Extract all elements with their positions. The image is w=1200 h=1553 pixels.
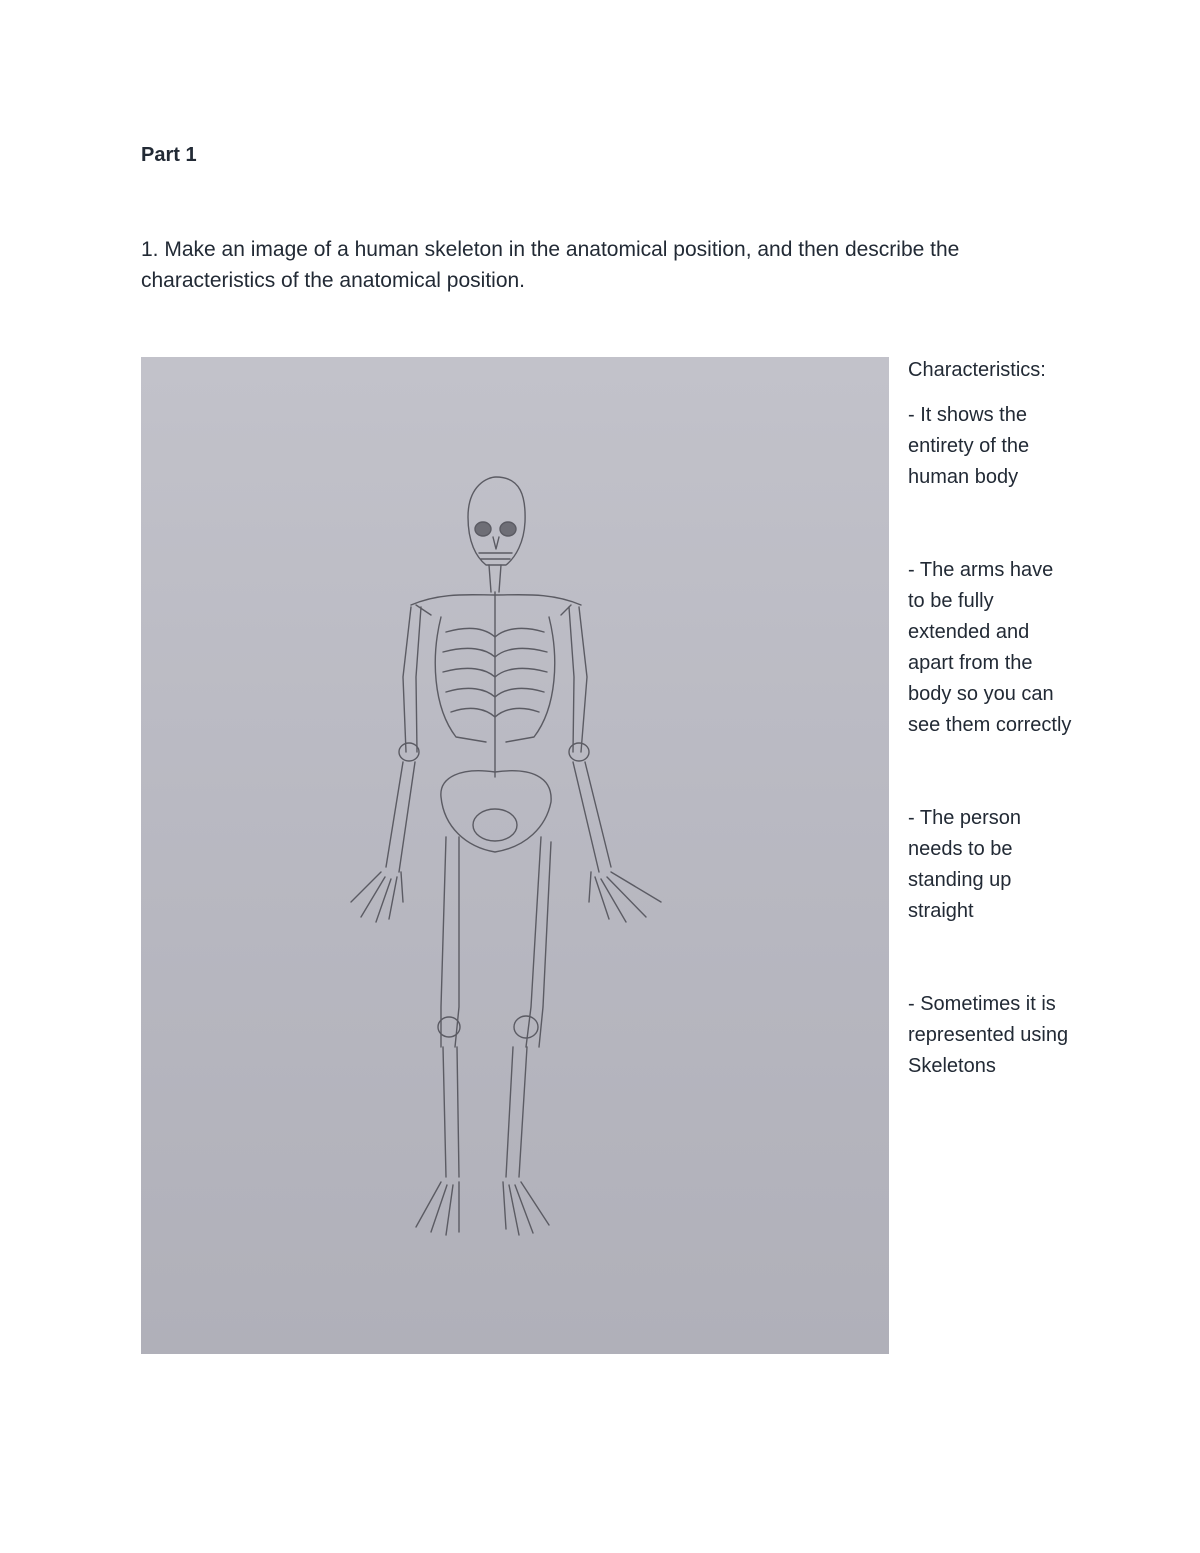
nose	[493, 537, 499, 549]
list-item: - It shows the entirety of the human body	[908, 404, 1030, 488]
right-leg	[526, 837, 551, 1047]
characteristics-title: Characteristics:	[908, 359, 1046, 381]
left-hand	[351, 872, 403, 922]
skeleton-drawing-photo	[141, 357, 889, 1354]
left-eye-socket	[475, 522, 491, 536]
skeleton-sketch-icon	[141, 357, 889, 1354]
left-leg	[441, 837, 459, 1047]
jaw	[479, 553, 512, 559]
list-item: - Sometimes it is represented using Skeletons	[908, 993, 1069, 1077]
question-text: 1. Make an image of a human skeleton in the anatomical position, and then describe the characteristics of the anatomical position.	[141, 238, 960, 292]
right-arm	[569, 607, 587, 752]
right-eye-socket	[500, 522, 516, 536]
left-foot	[416, 1182, 459, 1235]
right-foot	[503, 1182, 549, 1235]
shoulders	[411, 595, 581, 605]
neck	[489, 565, 501, 592]
skull	[468, 477, 525, 565]
page-heading: Part 1	[141, 144, 197, 166]
pelvis	[441, 771, 551, 852]
list-item: - The arms have to be fully extended and apart from the body so you can see them correctly	[908, 559, 1072, 736]
left-arm	[403, 607, 421, 752]
right-hand	[589, 872, 661, 922]
list-item: - The person needs to be standing up straight	[908, 807, 1022, 922]
characteristics-list	[908, 355, 1073, 1144]
